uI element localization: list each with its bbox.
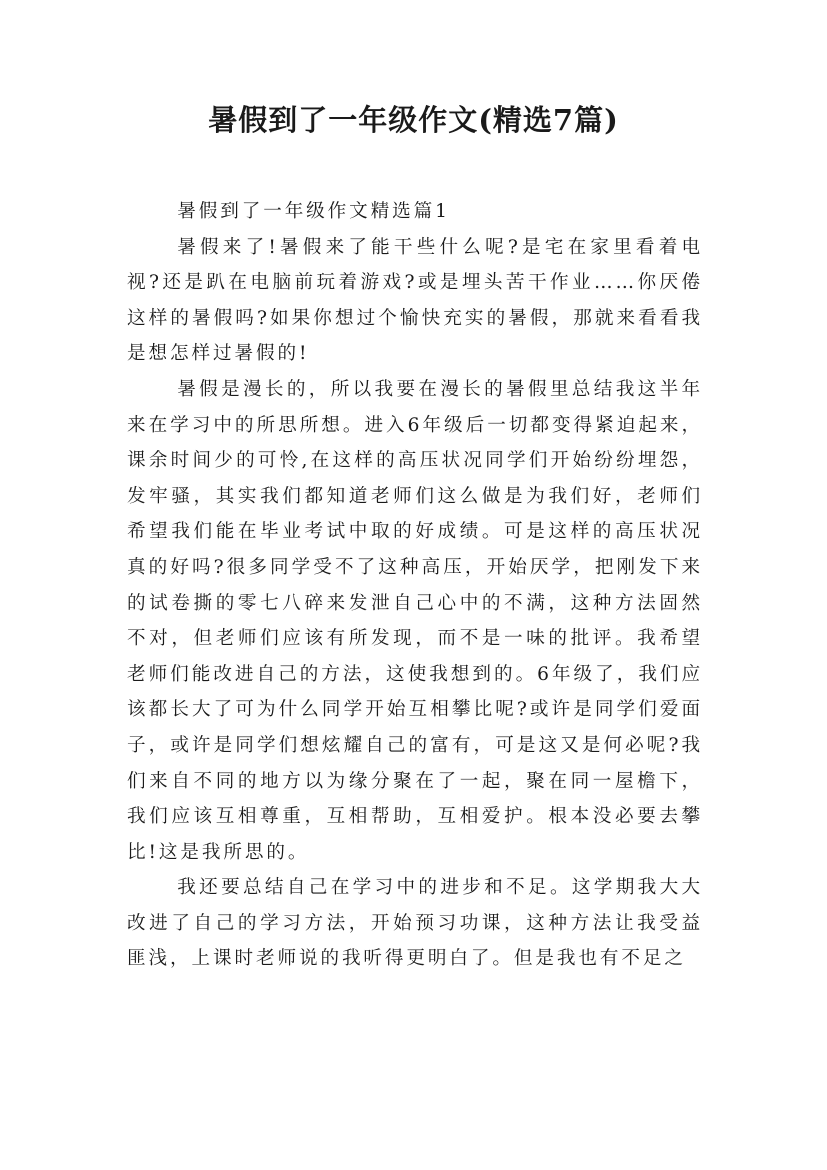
document-body xyxy=(127,194,703,977)
paragraph-3: 我还要总结自己在学习中的进步和不足。这学期我大大改进了自己的学习方法，开始预习功课，这种方法让我受益匪浅，上课时老师说的我听得更明白了。但是我也有不足之 xyxy=(127,877,703,970)
paragraph-2: 暑假是漫长的，所以我要在漫长的暑假里总结我这半年来在学习中的所思所想。进入6年级后一切都变得紧迫起来，课余时间少的可怜,在这样的高压状况同学们开始纷纷埋怨，发牢骚，其实我们都知道老师们这么做是为我们好，老师们希望我们能在毕业考试中取的好成绩。可是这样的高压状况真的好吗?很多同学受不了这种高压，开始厌学，把刚发下来的试卷撕的零七八碎来发泄自己心中的不满，这种方法固然不对，但老师们应该有所发现，而不是一味的批评。我希望老师们能改进自己的方法，这使我想到的。6年级了，我们应该都长大了可为什么同学开始互相攀比呢?或许是同学们爱面子，或许是同学们想炫耀自己的富有，可是这又是何必呢?我们来自不同的地方以为缘分聚在了一起，聚在同一屋檐下，我们应该互相尊重，互相帮助，互相爱护。根本没必要去攀比!这是我所思的。 xyxy=(127,378,703,863)
paragraph-1: 暑假来了!暑假来了能干些什么呢?是宅在家里看着电视?还是趴在电脑前玩着游戏?或是埋头苦干作业……你厌倦这样的暑假吗?如果你想过个愉快充实的暑假，那就来看看我是想怎样过暑假的! xyxy=(127,236,703,365)
section-heading: 暑假到了一年级作文精选篇1 xyxy=(177,201,450,222)
document-title: 暑假到了一年级作文(精选7篇) xyxy=(208,103,619,137)
